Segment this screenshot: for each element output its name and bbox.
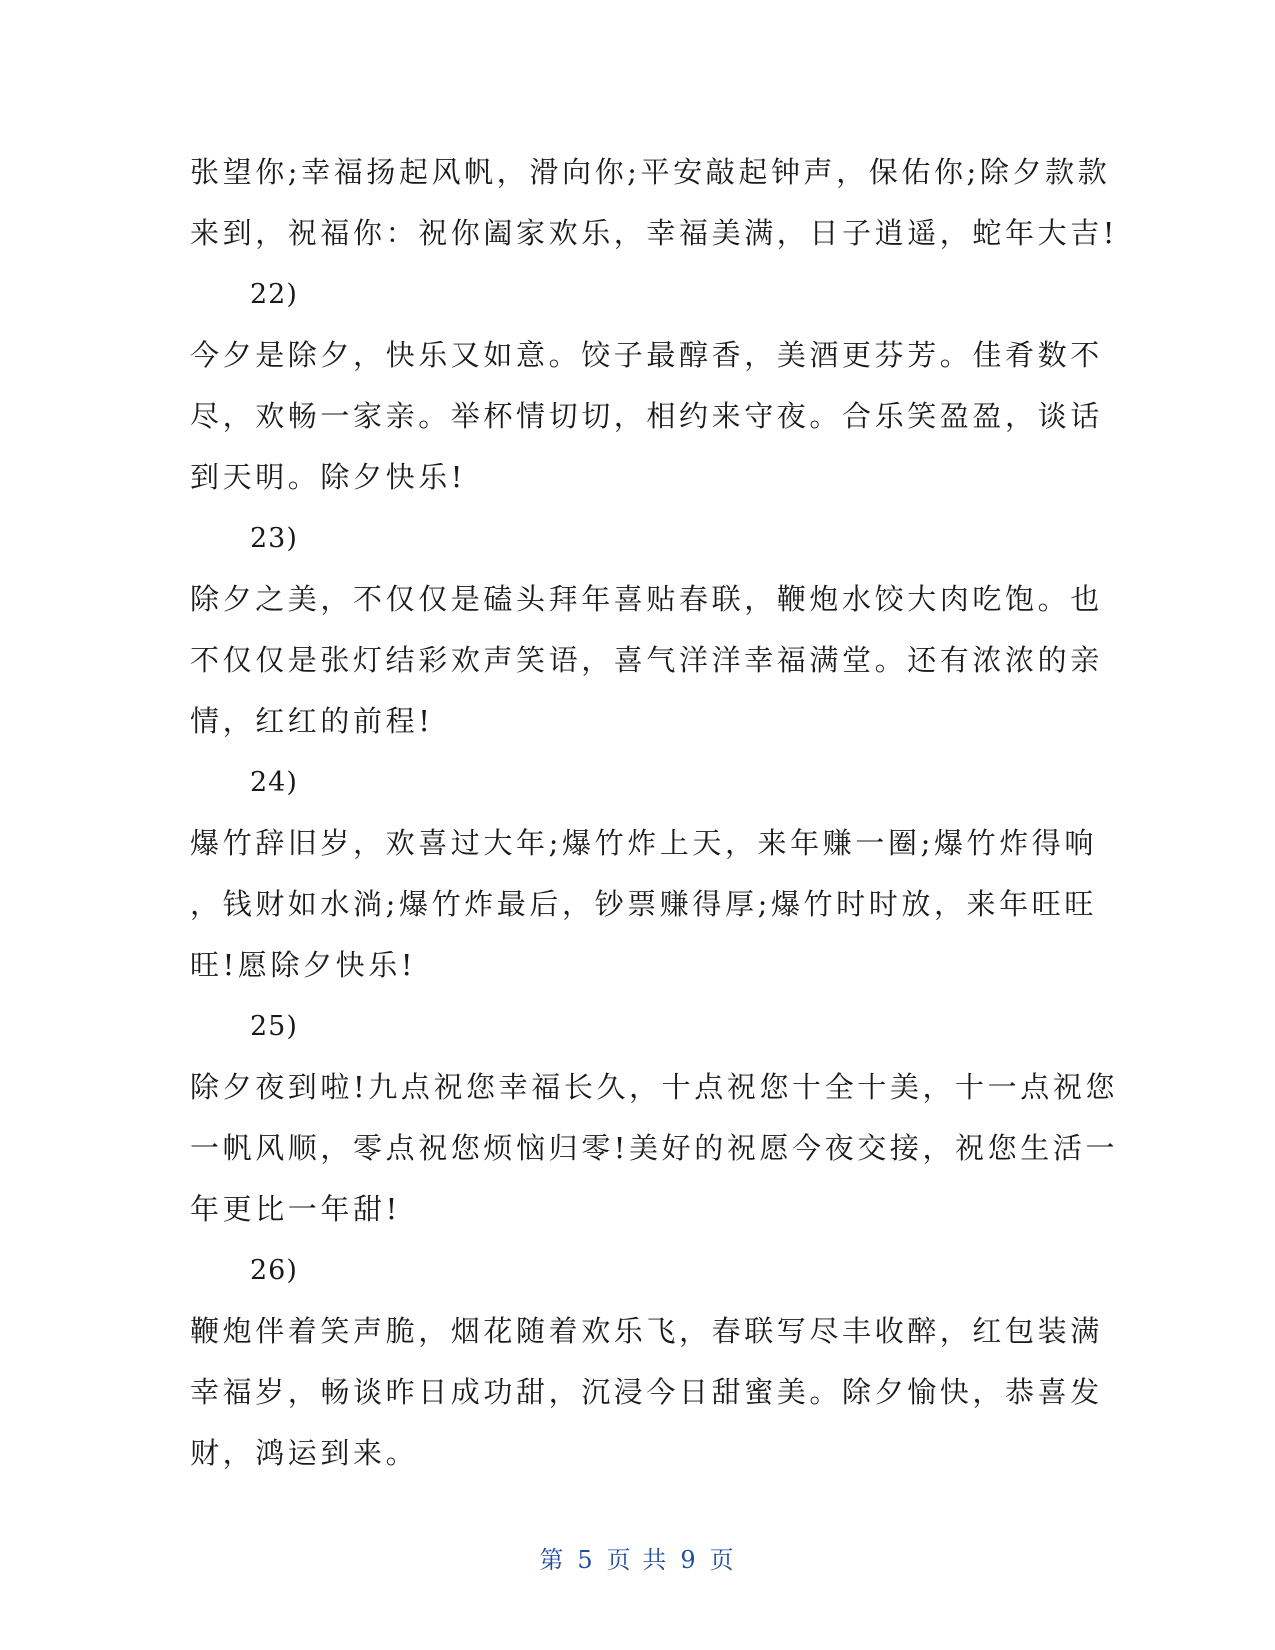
paragraph-line: 今夕是除夕，快乐又如意。饺子最醇香，美酒更芬芳。佳肴数不 — [190, 338, 1103, 372]
item-number: 25) — [250, 1011, 298, 1042]
document-body — [190, 142, 1119, 1484]
paragraph-line: 财，鸿运到来。 — [190, 1436, 419, 1470]
paragraph-line: 一帆风顺，零点祝您烦恼归零!美好的祝愿今夜交接，祝您生活一 — [190, 1131, 1119, 1165]
paragraph-line: 幸福岁，畅谈昨日成功甜，沉浸今日甜蜜美。除夕愉快，恭喜发 — [190, 1375, 1103, 1409]
paragraph-line: 除夕夜到啦!九点祝您幸福长久，十点祝您十全十美，十一点祝您 — [190, 1070, 1119, 1104]
paragraph-line: 张望你;幸福扬起风帆，滑向你;平安敲起钟声，保佑你;除夕款款 — [190, 155, 1111, 189]
paragraph-line: 旺!愿除夕快乐! — [190, 948, 417, 982]
paragraph-line: 不仅仅是张灯结彩欢声笑语，喜气洋洋幸福满堂。还有浓浓的亲 — [190, 643, 1103, 677]
item-number: 22) — [250, 279, 298, 310]
footer-middle: 页 共 — [606, 1546, 669, 1574]
page-footer — [0, 1540, 1275, 1575]
footer-suffix: 页 — [709, 1546, 736, 1574]
footer-prefix: 第 — [539, 1546, 566, 1574]
paragraph-line: 尽，欢畅一家亲。举杯情切切，相约来守夜。合乐笑盈盈，谈话 — [190, 399, 1103, 433]
paragraph-line: 来到，祝福你：祝你阖家欢乐，幸福美满，日子逍遥，蛇年大吉! — [190, 216, 1119, 250]
footer-page-number: 5 — [577, 1546, 595, 1574]
footer-total-pages: 9 — [680, 1546, 698, 1574]
paragraph-line: 到天明。除夕快乐! — [190, 460, 467, 494]
paragraph-line: 情，红红的前程! — [190, 704, 434, 738]
paragraph-line: 除夕之美，不仅仅是磕头拜年喜贴春联，鞭炮水饺大肉吃饱。也 — [190, 582, 1103, 616]
paragraph-line: 爆竹辞旧岁，欢喜过大年;爆竹炸上天，来年赚一圈;爆竹炸得响 — [190, 826, 1097, 860]
item-number: 23) — [250, 523, 298, 554]
paragraph-line: 年更比一年甜! — [190, 1192, 401, 1226]
paragraph-line: ，钱财如水淌;爆竹炸最后，钞票赚得厚;爆竹时时放，来年旺旺 — [190, 887, 1097, 921]
item-number: 26) — [250, 1255, 298, 1286]
paragraph-line: 鞭炮伴着笑声脆，烟花随着欢乐飞，春联写尽丰收醉，红包装满 — [190, 1314, 1103, 1348]
item-number: 24) — [250, 767, 298, 798]
